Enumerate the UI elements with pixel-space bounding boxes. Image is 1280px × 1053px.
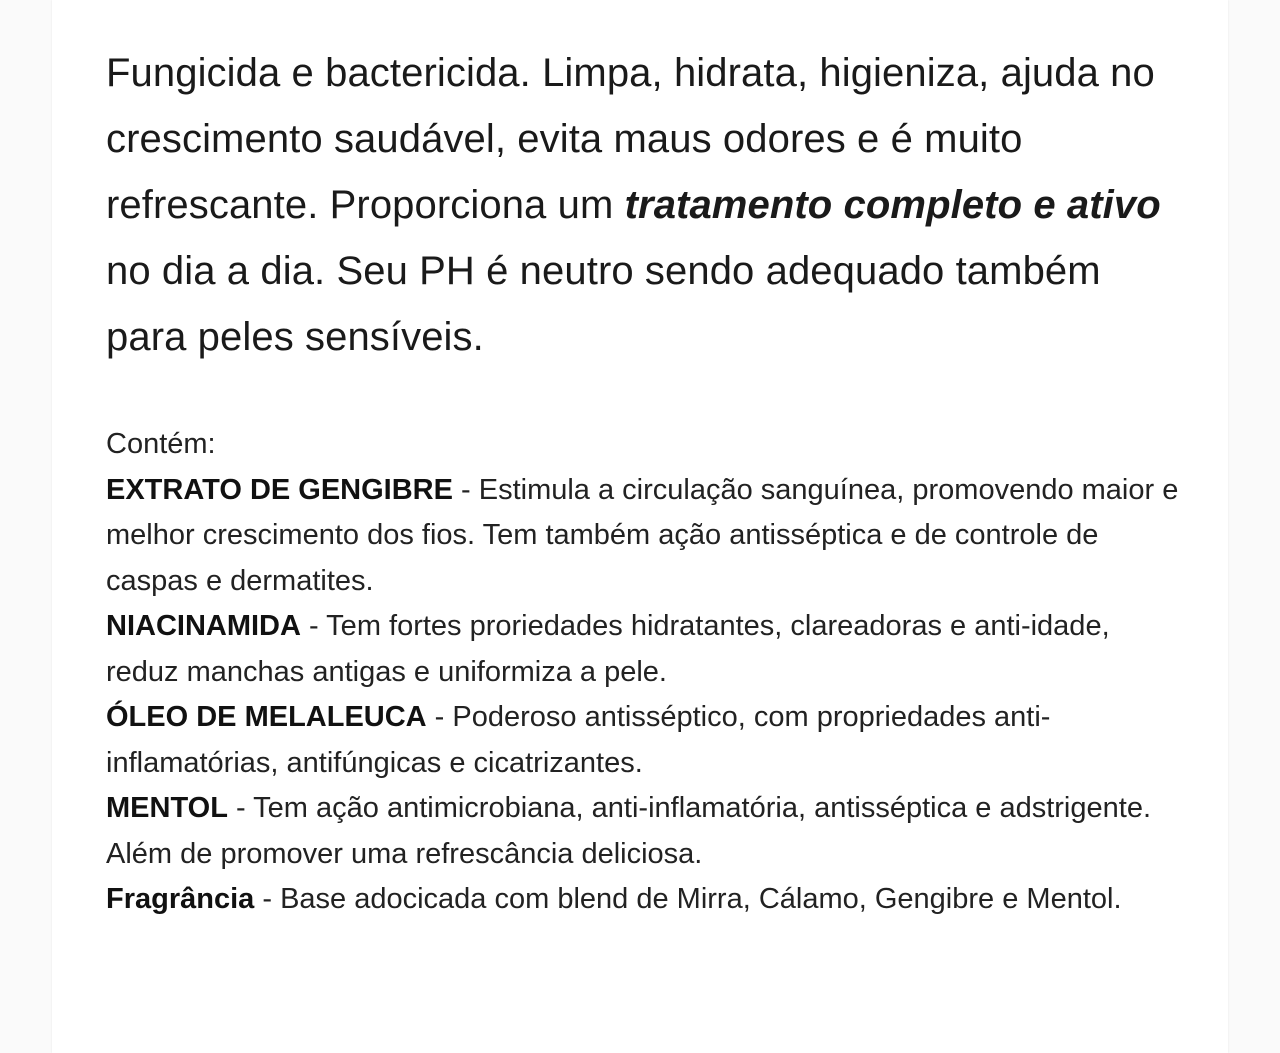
product-description-card	[52, 0, 1228, 1053]
ingredient-item	[106, 604, 1186, 695]
fragrance-item	[106, 877, 1186, 923]
ingredients-section	[106, 422, 1186, 923]
ingredient-item	[106, 468, 1186, 605]
fragrance-name: Fragrância	[106, 883, 255, 915]
ingredient-description: - Estimula a circulação sanguínea, promovendo maior e melhor crescimento dos fios. Tem também ação antisséptica e de controle de caspas e dermatites.	[106, 473, 1179, 597]
intro-emphasis: tratamento completo e ativo	[624, 183, 1161, 227]
description-content	[106, 40, 1186, 923]
fragrance-description: - Base adocicada com blend de Mirra, Cálamo, Gengibre e Mentol.	[254, 883, 1122, 915]
ingredient-description: - Tem fortes proriedades hidratantes, clareadoras e anti-idade, reduz manchas antigas e uniformiza a pele.	[106, 610, 1110, 688]
ingredient-name: NIACINAMIDA	[106, 610, 301, 642]
ingredient-name: EXTRATO DE GENGIBRE	[106, 473, 453, 506]
ingredient-description: - Tem ação antimicrobiana, anti-inflamatória, antisséptica e adstrigente. Além de promover uma refrescância deliciosa.	[106, 792, 1152, 870]
intro-text-start: Fungicida e bactericida. Limpa, hidrata, higieniza, ajuda no crescimento saudável, evita maus odores e é muito refrescante. Proporciona um	[106, 51, 1155, 227]
ingredient-name: ÓLEO DE MELALEUCA	[106, 701, 427, 733]
ingredients-heading: Contém:	[106, 428, 216, 460]
ingredient-name: MENTOL	[106, 792, 228, 824]
ingredient-item	[106, 786, 1186, 877]
intro-paragraph	[106, 40, 1186, 370]
ingredient-description: - Poderoso antisséptico, com propriedades anti-inflamatórias, antifúngicas e cicatrizantes.	[106, 701, 1051, 779]
ingredient-item	[106, 695, 1186, 786]
intro-text-end: no dia a dia. Seu PH é neutro sendo adequado também para peles sensíveis.	[106, 249, 1101, 359]
